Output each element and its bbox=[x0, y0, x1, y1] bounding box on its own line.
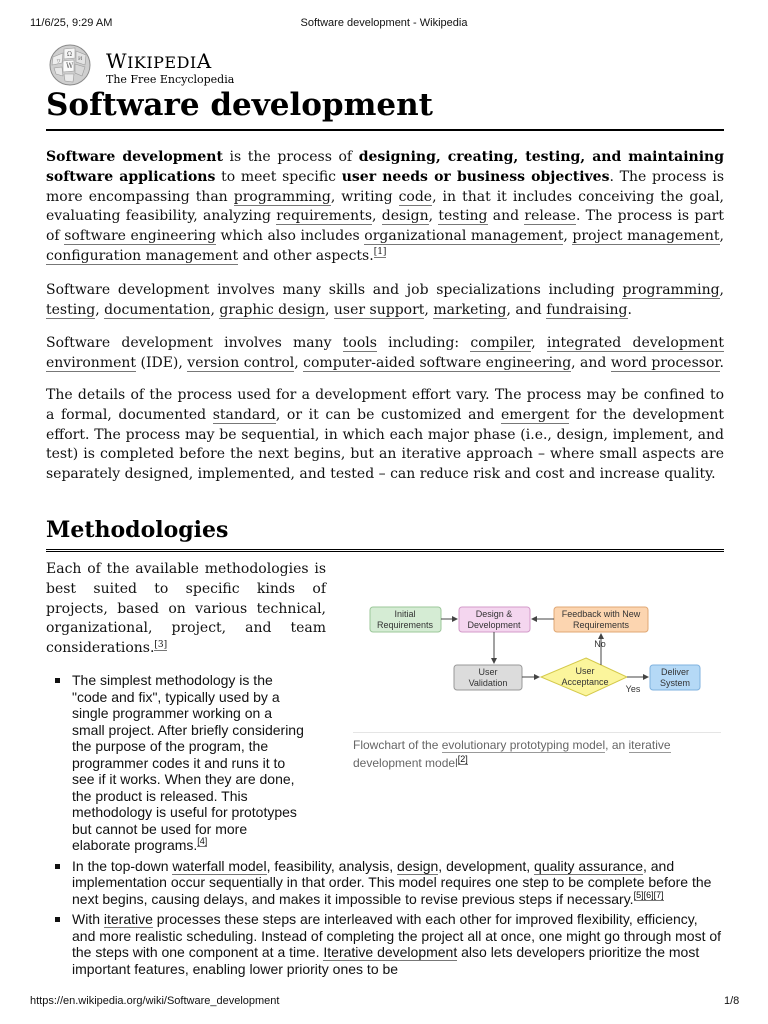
intro-paragraph-3: Software development involves many tools including: compiler, integrated development environment (IDE), version control, computer-aided software engineering, and word processor. bbox=[46, 335, 724, 371]
wiki-link[interactable]: user support bbox=[333, 301, 425, 318]
wiki-link[interactable]: testing bbox=[438, 208, 488, 225]
methodologies-intro: Each of the available methodologies is best suited to specific kinds of projects, based on various technical, organizational, project, and team considerations.[3] bbox=[46, 561, 326, 657]
svg-text:Requirements: Requirements bbox=[376, 620, 434, 630]
svg-text:System: System bbox=[659, 678, 691, 688]
wiki-link[interactable]: design bbox=[381, 208, 429, 225]
flowchart-label-no: No bbox=[594, 639, 606, 649]
wiki-link[interactable]: project management bbox=[572, 228, 720, 245]
list-item: The simplest methodology is the "code and fix", typically used by a single programmer working on a small project. After briefly considering the purpose of the program, the programmer codes it and runs it to see if it works. When they are done, the product is released. This methodology is useful for prototypes but cannot be used for more elaborate programs.[4] bbox=[46, 672, 308, 854]
intro-paragraph-1: Software development is the process of designing, creating, testing, and maintaining software applications to meet specific user needs or business objectives. The process is more encompassing than programming, writing code, in that it includes conceiving the goal, evaluating feasibility, analyzing requirements, design, testing and release. The process is part of software engineering which also includes organizational management, project management, configuration management and other aspects.[1] bbox=[46, 149, 725, 264]
section-heading-methodologies: Methodologies bbox=[46, 515, 724, 552]
wiki-link[interactable]: integrated development environment bbox=[46, 335, 724, 371]
svg-text:Feedback with New: Feedback with New bbox=[561, 609, 641, 619]
flowchart-label-yes: Yes bbox=[625, 684, 641, 694]
citation-link[interactable]: [2] bbox=[457, 754, 468, 764]
svg-text:ワ: ワ bbox=[56, 59, 62, 65]
intro-paragraph-2: Software development involves many skills and job specializations including programming, testing, documentation, graphic design, user support, marketing, and fundraising. bbox=[46, 282, 724, 318]
svg-text:И: И bbox=[78, 56, 83, 62]
citation-link[interactable]: [1] bbox=[373, 247, 387, 258]
print-url: https://en.wikipedia.org/wiki/Software_development bbox=[30, 995, 280, 1007]
wiki-link[interactable]: standard bbox=[212, 406, 276, 423]
wiki-link[interactable]: iterative bbox=[103, 911, 153, 927]
wiki-link[interactable]: documentation bbox=[104, 301, 211, 318]
methodologies-list bbox=[46, 672, 724, 981]
wordmark-tagline: The Free Encyclopedia bbox=[106, 73, 235, 86]
print-datetime: 11/6/25, 9:29 AM bbox=[30, 17, 113, 29]
wiki-link[interactable]: programming bbox=[622, 282, 720, 298]
wiki-link[interactable]: graphic design bbox=[219, 301, 325, 318]
citation-link[interactable]: [7] bbox=[653, 889, 664, 900]
wiki-link[interactable]: Iterative development bbox=[323, 944, 458, 960]
wordmark-name: WIKIPEDIA bbox=[106, 49, 212, 73]
wiki-link[interactable]: testing bbox=[46, 301, 96, 318]
svg-text:Ω: Ω bbox=[67, 51, 72, 58]
node-feedback-requirements bbox=[554, 607, 648, 632]
wiki-link[interactable]: evolutionary prototyping model bbox=[441, 738, 606, 752]
list-item: With iterative processes these steps are interleaved with each other for improved flexibility, efficiency, and more realistic scheduling. Instead of completing the project all at once, one might go through most of the steps with one component at a time. Iterative development also lets developers prioritize the most important features, enabling lower priority ones to be bbox=[46, 911, 724, 977]
intro-paragraph-4: The details of the process used for a development effort vary. The process may be confined to a formal, documented standard, or it can be customized and emergent for the development effort. The process may be sequential, in which each major phase (i.e., design, implement, and test) is completed before the next begins, but an iterative approach – where small aspects are separately designed, implemented, and tested – can reduce risk and cost and increase quality. bbox=[46, 387, 725, 483]
wiki-link[interactable]: computer-aided software engineering bbox=[303, 354, 572, 371]
wiki-link[interactable]: fundraising bbox=[546, 301, 628, 318]
svg-text:Requirements: Requirements bbox=[572, 620, 630, 630]
svg-text:W: W bbox=[66, 62, 74, 70]
wikipedia-wordmark[interactable] bbox=[106, 49, 234, 86]
svg-text:User: User bbox=[575, 666, 595, 676]
page-title: Software development bbox=[46, 86, 724, 131]
wiki-link[interactable]: iterative bbox=[628, 738, 671, 752]
figure-caption: Flowchart of the evolutionary prototyping model, an iterative development model[2] bbox=[353, 732, 721, 772]
svg-text:Acceptance: Acceptance bbox=[561, 677, 609, 687]
wiki-link[interactable]: release bbox=[524, 208, 576, 225]
wikipedia-globe-icon[interactable] bbox=[45, 43, 95, 87]
wiki-link[interactable]: organizational management bbox=[364, 228, 564, 245]
svg-text:User: User bbox=[478, 667, 498, 677]
citation-link[interactable]: [4] bbox=[197, 836, 208, 847]
citation-link[interactable]: [5] bbox=[633, 889, 644, 900]
list-item: In the top-down waterfall model, feasibility, analysis, design, development, quality assurance, and implementation occur sequentially in that order. This model requires one step to be complete before the next begins, causing delays, and makes it impossible to revise previous steps if necessary.[5][6][7] bbox=[46, 858, 724, 908]
wiki-link[interactable]: software engineering bbox=[64, 228, 216, 245]
node-initial-requirements bbox=[370, 607, 441, 632]
wiki-link[interactable]: waterfall model bbox=[172, 857, 267, 874]
wiki-link[interactable]: compiler bbox=[470, 335, 532, 351]
wiki-link[interactable]: emergent bbox=[501, 406, 570, 423]
wiki-link[interactable]: tools bbox=[342, 335, 377, 351]
svg-text:Design &: Design & bbox=[475, 609, 513, 619]
citation-link[interactable]: [6] bbox=[643, 889, 654, 900]
print-page-number: 1/8 bbox=[724, 995, 740, 1007]
wiki-link[interactable]: word processor bbox=[610, 354, 720, 371]
wiki-link[interactable]: design bbox=[397, 857, 439, 874]
svg-text:Initial: Initial bbox=[394, 609, 416, 619]
citation-link[interactable]: [3] bbox=[154, 639, 168, 650]
svg-text:Validation: Validation bbox=[468, 678, 508, 688]
wiki-link[interactable]: version control bbox=[187, 354, 295, 371]
node-design-development bbox=[459, 607, 530, 632]
wiki-link[interactable]: programming bbox=[233, 188, 331, 205]
wiki-link[interactable]: marketing bbox=[433, 301, 507, 318]
svg-text:Deliver: Deliver bbox=[660, 667, 690, 677]
wiki-link[interactable]: configuration management bbox=[46, 247, 239, 264]
svg-text:Development: Development bbox=[467, 620, 521, 630]
wiki-link[interactable]: quality assurance bbox=[534, 857, 643, 874]
wiki-link[interactable]: requirements bbox=[276, 208, 373, 225]
wiki-link[interactable]: code bbox=[398, 188, 433, 205]
print-title: Software development - Wikipedia bbox=[300, 17, 468, 29]
